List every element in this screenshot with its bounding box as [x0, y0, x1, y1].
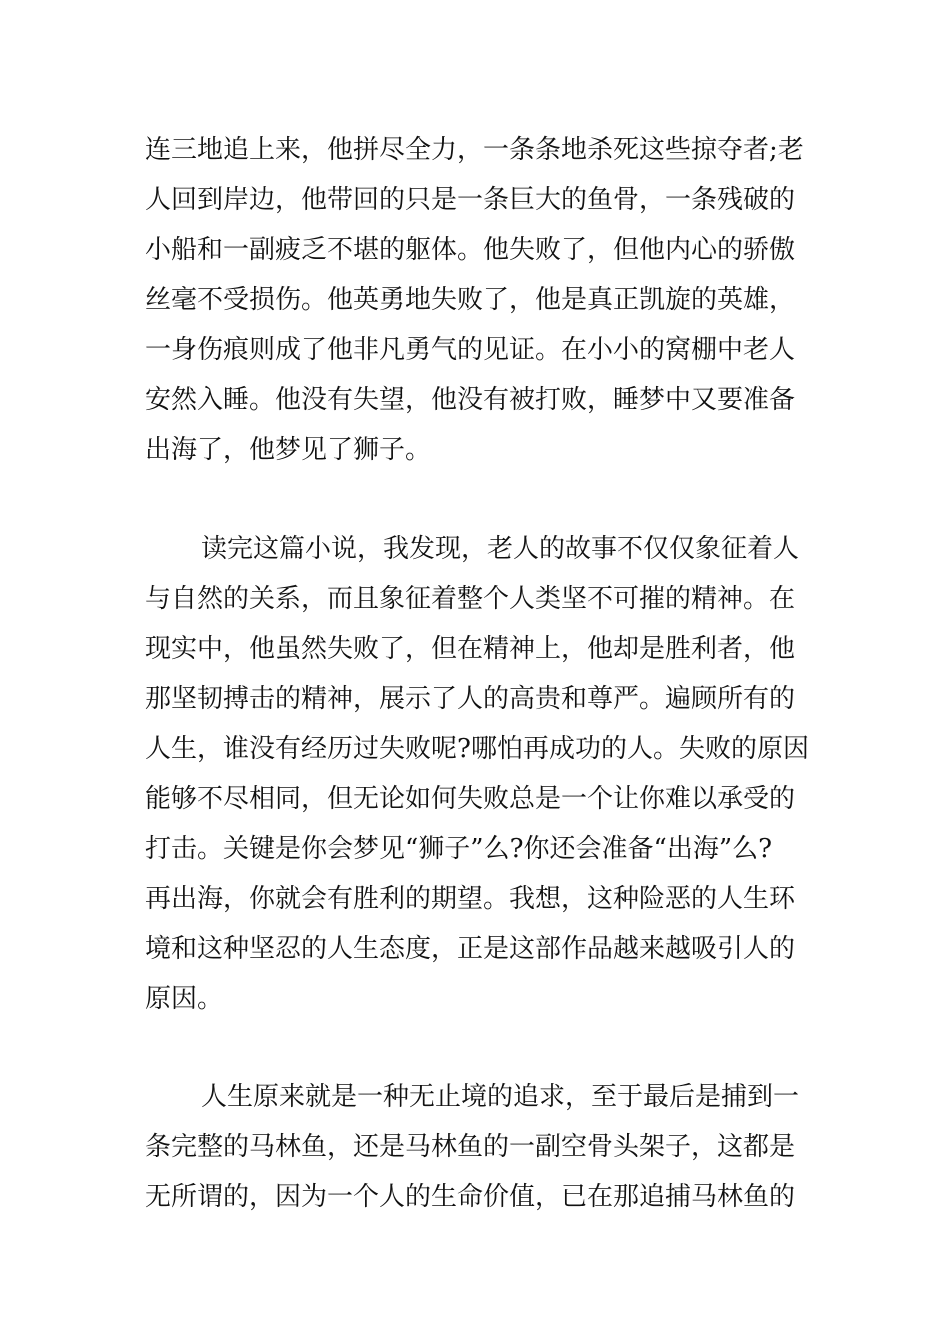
paragraph-3 — [145, 1072, 825, 1222]
paragraph-line: 小船和一副疲乏不堪的躯体。他失败了，但他内心的骄傲 — [145, 235, 796, 265]
paragraph-line: 与自然的关系，而且象征着整个人类坚不可摧的精神。在 — [145, 584, 796, 614]
paragraph-line: 条完整的马林鱼，还是马林鱼的一副空骨头架子，这都是 — [145, 1132, 796, 1162]
paragraph-line: 丝毫不受损伤。他英勇地失败了，他是真正凯旋的英雄， — [145, 285, 796, 315]
paragraph-line: 安然入睡。他没有失望，他没有被打败，睡梦中又要准备 — [145, 385, 796, 415]
paragraph-line: 一身伤痕则成了他非凡勇气的见证。在小小的窝棚中老人 — [145, 335, 796, 365]
paragraph-line: 原因。 — [145, 984, 224, 1014]
paragraph-line: 读完这篇小说，我发现，老人的故事不仅仅象征着人 — [201, 534, 800, 564]
paragraph-1 — [145, 125, 825, 475]
paragraph-line: 无所谓的，因为一个人的生命价值，已在那追捕马林鱼的 — [145, 1182, 796, 1212]
paragraph-line: 人回到岸边，他带回的只是一条巨大的鱼骨，一条残破的 — [145, 185, 796, 215]
paragraph-line: 人生，谁没有经历过失败呢?哪怕再成功的人。失败的原因 — [145, 734, 809, 764]
paragraph-line: 出海了，他梦见了狮子。 — [145, 435, 432, 465]
paragraph-line: 现实中，他虽然失败了，但在精神上，他却是胜利者，他 — [145, 634, 796, 664]
paragraph-line: 连三地追上来，他拼尽全力，一条条地杀死这些掠夺者;老 — [145, 135, 804, 165]
paragraph-line: 境和这种坚忍的人生态度，正是这部作品越来越吸引人的 — [145, 934, 796, 964]
paragraph-line: 人生原来就是一种无止境的追求，至于最后是捕到一 — [201, 1082, 800, 1112]
paragraph-line: 能够不尽相同，但无论如何失败总是一个让你难以承受的 — [145, 784, 796, 814]
paragraph-line: 再出海，你就会有胜利的期望。我想，这种险恶的人生环 — [145, 884, 796, 914]
paragraph-2 — [145, 524, 825, 1024]
paragraph-line: 打击。关键是你会梦见“狮子”么?你还会准备“出海”么? — [145, 834, 773, 864]
paragraph-line: 那坚韧搏击的精神，展示了人的高贵和尊严。遍顾所有的 — [145, 684, 796, 714]
